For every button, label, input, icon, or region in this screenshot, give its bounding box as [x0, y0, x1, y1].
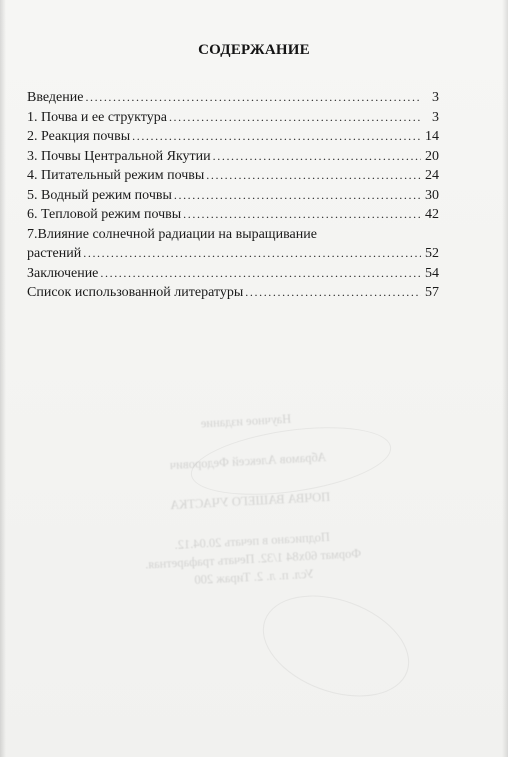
toc-entry-title: 2. Реакция почвы	[27, 129, 131, 144]
page-left-edge	[0, 0, 6, 757]
toc-entry-title: Введение	[27, 90, 84, 105]
toc-entry-introduction	[27, 88, 439, 108]
table-of-contents	[27, 88, 439, 303]
toc-leader-dots	[245, 283, 421, 303]
page-title: СОДЕРЖАНИЕ	[198, 42, 310, 58]
page-right-edge	[502, 0, 508, 757]
toc-entry-conclusion	[27, 264, 439, 284]
toc-leader-dots	[83, 244, 421, 264]
toc-entry-title: Список использованной литературы	[27, 285, 244, 300]
toc-leader-dots	[100, 264, 421, 284]
toc-entry-title: растений	[27, 246, 82, 261]
toc-leader-dots	[85, 88, 421, 108]
toc-leader-dots	[132, 127, 421, 147]
toc-entry-7-continued	[27, 244, 439, 264]
toc-entry-title: 4. Питательный режим почвы	[27, 168, 205, 183]
toc-page-number: 52	[425, 246, 439, 261]
colophon-line: Абрамов Алексей Федорович	[169, 449, 327, 473]
colophon-line: Формат 60х84 1/32. Печать трафаретная.	[144, 546, 362, 572]
toc-page-number: 3	[432, 90, 439, 105]
toc-entry-title: 1. Почва и ее структура	[27, 109, 167, 125]
toc-leader-dots	[213, 147, 421, 167]
toc-page-number: 20	[425, 148, 439, 164]
toc-page-number: 42	[425, 207, 439, 222]
toc-entry-6	[27, 205, 439, 225]
toc-page-number: 14	[425, 129, 439, 144]
toc-entry-title: 5. Водный режим почвы	[27, 187, 172, 203]
colophon-line: Усл. п. л. 2. Тираж 200	[193, 566, 315, 588]
toc-entry-title: 6. Тепловой режим почвы	[27, 207, 182, 222]
toc-entry-3	[27, 147, 439, 167]
colophon-line: Подписано в печать 20.04.12.	[174, 529, 331, 553]
toc-page-number: 24	[425, 168, 439, 183]
toc-entry-1	[27, 108, 439, 128]
toc-leader-dots	[206, 166, 421, 186]
toc-entry-title: Заключение	[27, 265, 99, 281]
toc-page-number: 57	[425, 285, 439, 300]
toc-entry-7	[27, 225, 439, 245]
toc-entry-title: 3. Почвы Центральной Якутии	[27, 148, 211, 164]
toc-entry-references	[27, 283, 439, 303]
toc-leader-dots	[169, 108, 421, 128]
toc-leader-dots	[174, 186, 421, 206]
toc-page-number: 3	[432, 109, 439, 125]
colophon-line: Научное издание	[200, 411, 292, 431]
paper-smudge	[249, 577, 423, 715]
toc-page-number: 30	[425, 187, 439, 203]
show-through-colophon	[76, 403, 425, 595]
toc-page-number: 54	[425, 265, 439, 281]
toc-entry-4	[27, 166, 439, 186]
toc-entry-2	[27, 127, 439, 147]
toc-entry-title: 7.Влияние солнечной радиации на выращивание	[27, 226, 317, 242]
toc-leader-dots	[183, 205, 421, 225]
toc-entry-5	[27, 186, 439, 206]
colophon-line: ПОЧВА ВАШЕГО УЧАСТКА	[169, 489, 331, 513]
